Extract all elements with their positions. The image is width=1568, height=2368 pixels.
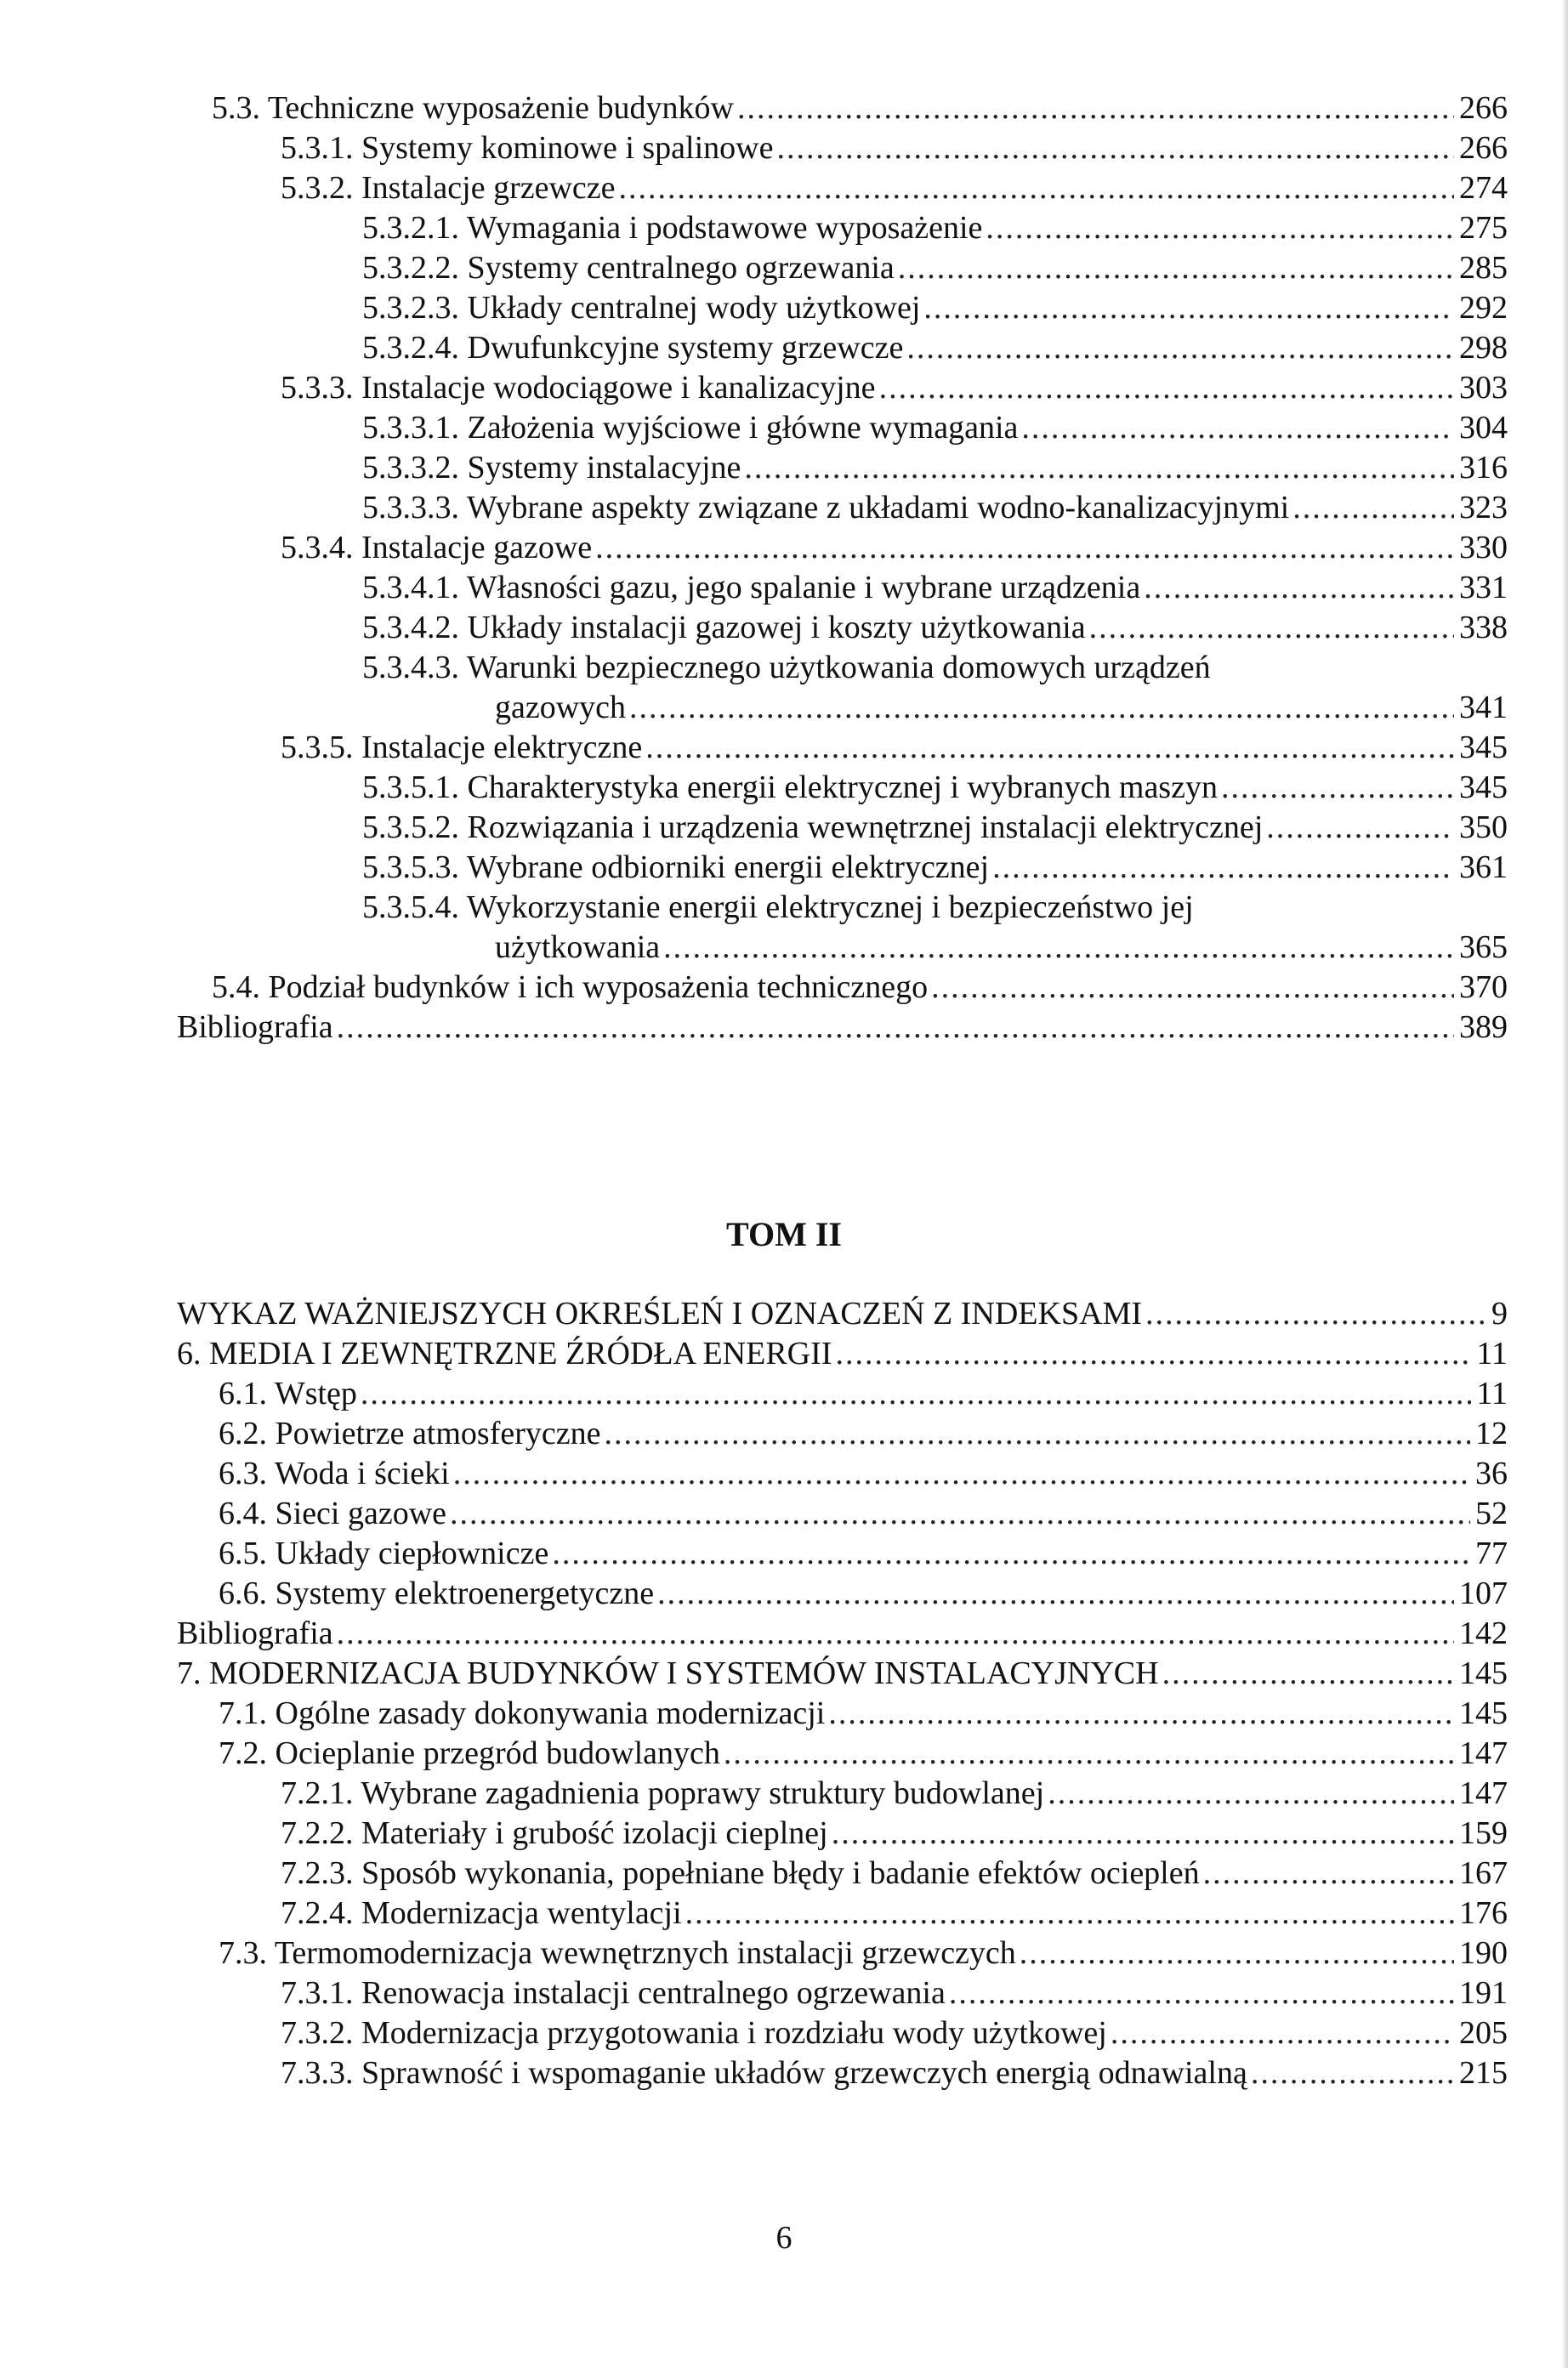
toc-entry-number: 6.5. — [219, 1536, 267, 1571]
toc-entry-title: Podział budynków i ich wyposażenia technicznego — [268, 969, 929, 1005]
toc-entry-line — [362, 448, 1508, 488]
toc-entry-number: 6.1. — [219, 1376, 267, 1411]
toc-entry-line — [212, 88, 1508, 128]
dot-leader — [737, 88, 1454, 128]
toc-entry[interactable] — [0, 1854, 1568, 1894]
toc-entry-title: Wybrane odbiorniki energii elektrycznej — [466, 849, 990, 885]
toc-entry[interactable] — [0, 528, 1568, 568]
toc-entry-page: 316 — [1459, 450, 1508, 486]
toc-entry-label — [362, 848, 989, 888]
dot-leader — [1251, 2053, 1454, 2093]
dot-leader — [832, 1814, 1454, 1854]
dot-leader — [663, 928, 1454, 968]
toc-entry-number: 5.3.3. — [281, 370, 354, 406]
toc-entry-page: 142 — [1459, 1616, 1508, 1651]
toc-entry[interactable] — [0, 568, 1568, 608]
toc-entry-number: 7. — [177, 1655, 202, 1691]
toc-entry-page: 275 — [1459, 210, 1508, 246]
toc-entry-line — [362, 408, 1508, 448]
toc-entry[interactable] — [0, 1574, 1568, 1614]
toc-entry-title: Sprawność i wspomaganie układów grzewczych energią odnawialną — [361, 2055, 1247, 2091]
toc-entry[interactable] — [0, 1534, 1568, 1574]
toc-entry-title: Rozwiązania i urządzenia wewnętrznej instalacji elektrycznej — [467, 809, 1264, 845]
dot-leader — [657, 1574, 1454, 1614]
toc-entry[interactable] — [0, 208, 1568, 248]
toc-entry-title-continuation: gazowych — [495, 690, 627, 725]
dot-leader — [1221, 768, 1454, 808]
toc-entry-number: 5.4. — [212, 969, 260, 1005]
dot-leader — [828, 1694, 1454, 1734]
toc-entry-page: 11 — [1476, 1336, 1508, 1371]
toc-entry[interactable] — [0, 1294, 1568, 1334]
toc-entry-label — [177, 1334, 832, 1374]
toc-entry-line — [219, 1574, 1508, 1614]
toc-entry[interactable] — [0, 1414, 1568, 1454]
toc-entry-label — [219, 1734, 720, 1774]
dot-leader — [645, 728, 1454, 768]
toc-entry[interactable] — [0, 488, 1568, 528]
toc-entry-title: Bibliografia — [177, 1009, 333, 1045]
toc-entry-line — [219, 1494, 1508, 1534]
toc-entry[interactable] — [0, 808, 1568, 848]
toc-entry-number: 7.2.2. — [281, 1815, 354, 1851]
toc-entry-line — [281, 1774, 1508, 1814]
toc-entry-line — [362, 208, 1508, 248]
toc-entry-line — [177, 1654, 1508, 1694]
toc-entry-label — [281, 1973, 946, 2013]
toc-entry-title: Układy centralnej wody użytkowej — [467, 290, 921, 326]
toc-entry-number: 5.3.3.2. — [362, 450, 459, 486]
toc-entry-title: Systemy centralnego ogrzewania — [467, 250, 895, 286]
toc-entry[interactable] — [0, 448, 1568, 488]
toc-entry-number: 5.3.5.3. — [362, 849, 459, 885]
toc-entry-label — [219, 1414, 601, 1454]
toc-entry-page: 176 — [1459, 1895, 1508, 1931]
dot-leader — [1203, 1854, 1454, 1894]
toc-entry-title: Instalacje grzewcze — [361, 170, 616, 206]
toc-entry-title: Instalacje elektryczne — [361, 730, 643, 765]
toc-entry-page: 331 — [1459, 570, 1508, 605]
toc-entry-number: 5.3.5.1. — [362, 769, 459, 805]
dot-leader — [619, 168, 1454, 208]
toc-entry-label — [219, 1454, 450, 1494]
toc-entry[interactable] — [0, 2013, 1568, 2053]
dot-leader — [1292, 488, 1454, 528]
toc-entry-page: 107 — [1459, 1576, 1508, 1611]
toc-entry-line — [212, 968, 1508, 1008]
toc-entry-number: 6. — [177, 1336, 202, 1371]
dot-leader — [595, 528, 1454, 568]
toc-entry-label — [177, 1614, 333, 1654]
toc-entry-number: 5.3.2. — [281, 170, 354, 206]
toc-entry[interactable] — [0, 2053, 1568, 2093]
toc-entry-title: Bibliografia — [177, 1616, 333, 1651]
toc-entry-number: 7.2.3. — [281, 1855, 354, 1891]
toc-entry-number: 6.3. — [219, 1456, 267, 1491]
toc-entry[interactable] — [0, 728, 1568, 768]
toc-entry-label — [212, 968, 928, 1008]
toc-entry-page: 365 — [1459, 929, 1508, 965]
toc-entry-number: 5.3.5.2. — [362, 809, 459, 845]
toc-entry-page: 370 — [1459, 969, 1508, 1005]
toc-entry-number: 5.3.3.1. — [362, 410, 459, 446]
toc-entry-label — [362, 608, 1086, 648]
toc-entry-title: Instalacje gazowe — [361, 530, 593, 565]
toc-entry-page: 77 — [1475, 1536, 1508, 1571]
toc-entry-label — [362, 288, 920, 328]
dot-leader — [450, 1494, 1470, 1534]
toc-entry[interactable] — [0, 1774, 1568, 1814]
toc-entry-line — [281, 368, 1508, 408]
toc-entry-number: 7.1. — [219, 1695, 267, 1731]
toc-entry-page: 304 — [1459, 410, 1508, 446]
toc-entry-label — [177, 1294, 1142, 1334]
toc-entry-number: 6.2. — [219, 1416, 267, 1451]
toc-entry-page: 323 — [1459, 490, 1508, 525]
toc-entry[interactable] — [0, 1008, 1568, 1048]
toc-entry-number: 7.3.3. — [281, 2055, 354, 2091]
toc-entry[interactable] — [0, 288, 1568, 328]
toc-entry-line — [362, 328, 1508, 368]
toc-entry-line — [281, 168, 1508, 208]
dot-leader — [879, 368, 1454, 408]
toc-entry-line — [219, 1534, 1508, 1574]
toc-entry[interactable] — [0, 1454, 1568, 1494]
toc-entry-line — [281, 2013, 1508, 2053]
toc-entry-title: MODERNIZACJA BUDYNKÓW I SYSTEMÓW INSTALACYJNYCH — [209, 1655, 1159, 1691]
toc-entry-title: Techniczne wyposażenie budynków — [267, 90, 734, 126]
dot-leader — [906, 328, 1454, 368]
toc-entry-line — [177, 1614, 1508, 1654]
toc-entry-line — [281, 1894, 1508, 1934]
toc-entry-first-line — [362, 888, 1194, 928]
toc-entry-title: Systemy instalacyjne — [467, 450, 741, 486]
toc-entry-label — [281, 528, 592, 568]
dot-leader — [724, 1734, 1454, 1774]
dot-leader — [453, 1454, 1470, 1494]
toc-entry-page: 292 — [1459, 290, 1508, 326]
toc-entry-label — [177, 1008, 333, 1048]
toc-entry-title: WYKAZ WAŻNIEJSZYCH OKREŚLEŃ I OZNACZEŃ Z INDEKSAMI — [177, 1296, 1142, 1332]
toc-entry-line — [177, 1008, 1508, 1048]
toc-entry-label — [362, 488, 1289, 528]
toc-entry-number: 6.4. — [219, 1496, 267, 1531]
toc-entry-line — [219, 1374, 1508, 1414]
toc-entry-line — [362, 248, 1508, 288]
toc-entry[interactable] — [0, 768, 1568, 808]
toc-entry-title: Materiały i grubość izolacji cieplnej — [361, 1815, 828, 1851]
toc-entry-label — [362, 328, 903, 368]
dot-leader — [685, 1894, 1454, 1934]
toc-entry-line — [219, 1734, 1508, 1774]
toc-entry-number: 7.3.2. — [281, 2015, 354, 2051]
dot-leader — [1021, 408, 1454, 448]
toc-entry-label — [281, 168, 616, 208]
toc-entry-page: 274 — [1459, 170, 1508, 206]
toc-entry-page: 52 — [1475, 1496, 1508, 1531]
toc-entry-line — [281, 128, 1508, 168]
toc-entry-line — [362, 768, 1508, 808]
toc-entry-title: Ocieplanie przegród budowlanych — [275, 1735, 720, 1771]
dot-leader — [1089, 608, 1454, 648]
toc-entry-title: Sieci gazowe — [275, 1496, 447, 1531]
toc-entry-page: 389 — [1459, 1009, 1508, 1045]
toc-entry-number: 5.3.2.3. — [362, 290, 459, 326]
toc-entry-line — [362, 808, 1508, 848]
toc-entry-number: 5.3.1. — [281, 130, 354, 166]
toc-entry-page: 338 — [1459, 610, 1508, 645]
toc-entry-title: Termomodernizacja wewnętrznych instalacji grzewczych — [274, 1935, 1016, 1971]
toc-entry-number: 5.3.4.3. — [362, 650, 459, 685]
toc-entry-label — [281, 1774, 1044, 1814]
toc-entry[interactable] — [0, 848, 1568, 888]
toc-entry[interactable] — [0, 1934, 1568, 1973]
toc-entry-page: 145 — [1459, 1695, 1508, 1731]
toc-entry-page: 36 — [1475, 1456, 1508, 1491]
toc-entry-page: 285 — [1459, 250, 1508, 286]
dot-leader — [923, 288, 1454, 328]
toc-entry-title: Charakterystyka energii elektrycznej i wybranych maszyn — [467, 769, 1218, 805]
toc-entry-label — [219, 1934, 1016, 1973]
toc-entry-page: 361 — [1459, 849, 1508, 885]
toc-entry-line — [362, 288, 1508, 328]
toc-entry-line — [362, 488, 1508, 528]
toc-entry-label — [362, 208, 982, 248]
toc-entry[interactable] — [0, 1654, 1568, 1694]
toc-entry-label — [219, 1574, 654, 1614]
dot-leader — [1111, 2013, 1454, 2053]
toc-entry[interactable] — [0, 1814, 1568, 1854]
toc-entry-title: Układy instalacji gazowej i koszty użytkowania — [467, 610, 1086, 645]
toc-entry-label — [219, 1534, 548, 1574]
toc-entry-number: 5.3.2.1. — [362, 210, 459, 246]
toc-entry-number: 7.2.4. — [281, 1895, 354, 1931]
volume-heading: TOM II — [726, 1215, 842, 1253]
toc-entry-number: 7.3. — [219, 1935, 267, 1971]
toc-entry[interactable] — [0, 1734, 1568, 1774]
toc-entry-label — [212, 88, 734, 128]
toc-entry[interactable] — [0, 368, 1568, 408]
toc-entry-label — [219, 1494, 446, 1534]
toc-entry[interactable] — [0, 88, 1568, 128]
toc-entry-number: 7.3.1. — [281, 1975, 354, 2011]
toc-entry-page: 159 — [1459, 1815, 1508, 1851]
toc-entry-number: 5.3. — [212, 90, 260, 126]
toc-entry[interactable] — [0, 128, 1568, 168]
toc-entry-label — [219, 1694, 825, 1734]
toc-entry[interactable] — [0, 968, 1568, 1008]
toc-entry-page: 345 — [1459, 769, 1508, 805]
toc-entry-title: Systemy kominowe i spalinowe — [361, 130, 774, 166]
toc-entry-label — [219, 1374, 357, 1414]
toc-entry-title: Układy ciepłownicze — [275, 1536, 549, 1571]
dot-leader — [1162, 1654, 1454, 1694]
toc-entry-title: Ogólne zasady dokonywania modernizacji — [275, 1695, 826, 1731]
toc-entry-number: 5.3.5.4. — [362, 889, 459, 925]
toc-entry-label — [362, 568, 1140, 608]
toc-entry-number: 7.2.1. — [281, 1775, 354, 1811]
toc-entry-title: MEDIA I ZEWNĘTRZNE ŹRÓDŁA ENERGII — [209, 1336, 832, 1371]
toc-entry-title: Systemy elektroenergetyczne — [275, 1576, 655, 1611]
toc-entry-page: 205 — [1459, 2015, 1508, 2051]
page-number: 6 — [775, 2220, 793, 2256]
toc-entry-title: Wstęp — [274, 1376, 357, 1411]
toc-entry-title-continuation: użytkowania — [495, 929, 661, 965]
toc-entry-line — [281, 1854, 1508, 1894]
toc-entry-page: 9 — [1491, 1296, 1508, 1332]
toc-entry-page: 345 — [1459, 730, 1508, 765]
toc-entry-line — [219, 1934, 1508, 1973]
toc-entry-second-line — [495, 688, 1508, 728]
toc-entry-title: Wybrane zagadnienia poprawy struktury budowlanej — [361, 1775, 1045, 1811]
toc-entry-page: 330 — [1459, 530, 1508, 565]
toc-entry-page: 190 — [1459, 1935, 1508, 1971]
toc-entry-label — [362, 408, 1018, 448]
toc-entry-title: Warunki bezpiecznego użytkowania domowych urządzeń — [466, 650, 1211, 685]
toc-entry-number: 5.3.3.3. — [362, 490, 459, 525]
toc-entry-title: Instalacje wodociągowe i kanalizacyjne — [361, 370, 876, 406]
dot-leader — [1048, 1774, 1454, 1814]
dot-leader — [337, 1614, 1454, 1654]
toc-entry-number: 6.6. — [219, 1576, 267, 1611]
toc-entry-page: 147 — [1459, 1735, 1508, 1771]
toc-entry-label — [281, 128, 773, 168]
toc-entry-second-line — [495, 928, 1508, 968]
toc-entry-number: 5.3.4.2. — [362, 610, 459, 645]
toc-entry-line — [219, 1694, 1508, 1734]
toc-entry[interactable] — [0, 1694, 1568, 1734]
toc-entry-label — [281, 2053, 1247, 2093]
toc-entry-title: Dwufunkcyjne systemy grzewcze — [467, 330, 904, 366]
toc-entry-page: 145 — [1459, 1655, 1508, 1691]
toc-entry-title: Woda i ścieki — [274, 1456, 450, 1491]
toc-entry-line — [281, 1973, 1508, 2013]
dot-leader — [361, 1374, 1472, 1414]
dot-leader — [1144, 568, 1454, 608]
toc-entry-page: 350 — [1459, 809, 1508, 845]
toc-entry[interactable] — [0, 1494, 1568, 1534]
toc-entry-label — [177, 1654, 1159, 1694]
toc-entry-title: Własności gazu, jego spalanie i wybrane urządzenia — [466, 570, 1141, 605]
toc-entry[interactable] — [0, 1973, 1568, 2013]
toc-entry[interactable] — [0, 888, 1568, 968]
toc-entry[interactable] — [0, 1894, 1568, 1934]
toc-entry-line — [219, 1454, 1508, 1494]
dot-leader — [337, 1008, 1454, 1048]
toc-entry-number: 5.3.5. — [281, 730, 354, 765]
toc-entry-page: 215 — [1459, 2055, 1508, 2091]
toc-entry-label — [362, 248, 895, 288]
dot-leader — [776, 128, 1454, 168]
dot-leader — [992, 848, 1454, 888]
dot-leader — [629, 688, 1454, 728]
toc-entry-page: 298 — [1459, 330, 1508, 366]
toc-entry-page: 11 — [1476, 1376, 1508, 1411]
toc-entry-label — [281, 728, 642, 768]
dot-leader — [931, 968, 1454, 1008]
toc-entry-title: Założenia wyjściowe i główne wymagania — [467, 410, 1019, 446]
dot-leader — [552, 1534, 1470, 1574]
toc-entry-line — [281, 528, 1508, 568]
toc-entry-title: Sposób wykonania, popełniane błędy i badanie efektów ociepleń — [361, 1855, 1200, 1891]
toc-entry-label — [281, 368, 876, 408]
toc-entry-title: Wykorzystanie energii elektrycznej i bezpieczeństwo jej — [466, 889, 1194, 925]
toc-entry[interactable] — [0, 248, 1568, 288]
toc-entry-line — [177, 1294, 1508, 1334]
toc-entry-label — [362, 768, 1218, 808]
toc-entry-title: Powietrze atmosferyczne — [275, 1416, 601, 1451]
dot-leader — [1266, 808, 1454, 848]
toc-entry-number: 5.3.2.2. — [362, 250, 459, 286]
toc-entry-page: 303 — [1459, 370, 1508, 406]
toc-entry-number: 5.3.4. — [281, 530, 354, 565]
toc-entry-line — [219, 1414, 1508, 1454]
toc-entry-line — [281, 1814, 1508, 1854]
dot-leader — [835, 1334, 1471, 1374]
toc-entry[interactable] — [0, 328, 1568, 368]
toc-entry-label — [281, 1894, 682, 1934]
dot-leader — [1145, 1294, 1486, 1334]
dot-leader — [986, 208, 1454, 248]
toc-entry-line — [362, 848, 1508, 888]
toc-entry-line — [281, 2053, 1508, 2093]
toc-entry-page: 147 — [1459, 1775, 1508, 1811]
toc-entry-page: 191 — [1459, 1975, 1508, 2011]
toc-entry-label — [281, 2013, 1107, 2053]
toc-entry-page: 167 — [1459, 1855, 1508, 1891]
toc-entry[interactable] — [0, 1374, 1568, 1414]
toc-entry-label — [362, 808, 1263, 848]
toc-entry[interactable] — [0, 1614, 1568, 1654]
dot-leader — [898, 248, 1454, 288]
toc-entry-page: 266 — [1459, 90, 1508, 126]
toc-entry-page: 341 — [1459, 690, 1508, 725]
toc-entry[interactable] — [0, 648, 1568, 728]
toc-entry-page: 266 — [1459, 130, 1508, 166]
toc-entry-title: Modernizacja wentylacji — [361, 1895, 682, 1931]
toc-entry-title: Modernizacja przygotowania i rozdziału wody użytkowej — [361, 2015, 1107, 2051]
toc-entry-first-line — [362, 648, 1211, 688]
toc-entry-line — [281, 728, 1508, 768]
toc-entry-line — [362, 568, 1508, 608]
toc-entry-title: Wybrane aspekty związane z układami wodno-kanalizacyjnymi — [466, 490, 1290, 525]
toc-entry-number: 5.3.2.4. — [362, 330, 459, 366]
dot-leader — [1020, 1934, 1454, 1973]
toc-entry-number: 7.2. — [219, 1735, 267, 1771]
toc-entry-number: 5.3.4.1. — [362, 570, 459, 605]
dot-leader — [605, 1414, 1471, 1454]
toc-entry-label — [281, 1854, 1200, 1894]
toc-entry-page: 12 — [1475, 1416, 1508, 1451]
toc-entry-line — [177, 1334, 1508, 1374]
toc-entry-label — [362, 448, 741, 488]
toc-entry-title: Renowacja instalacji centralnego ogrzewania — [361, 1975, 946, 2011]
toc-entry-label — [281, 1814, 828, 1854]
toc-entry[interactable] — [0, 408, 1568, 448]
toc-entry[interactable] — [0, 1334, 1568, 1374]
toc-entry-line — [362, 608, 1508, 648]
dot-leader — [744, 448, 1454, 488]
toc-entry-title: Wymagania i podstawowe wyposażenie — [466, 210, 983, 246]
toc-entry[interactable] — [0, 168, 1568, 208]
toc-entry[interactable] — [0, 608, 1568, 648]
dot-leader — [949, 1973, 1454, 2013]
